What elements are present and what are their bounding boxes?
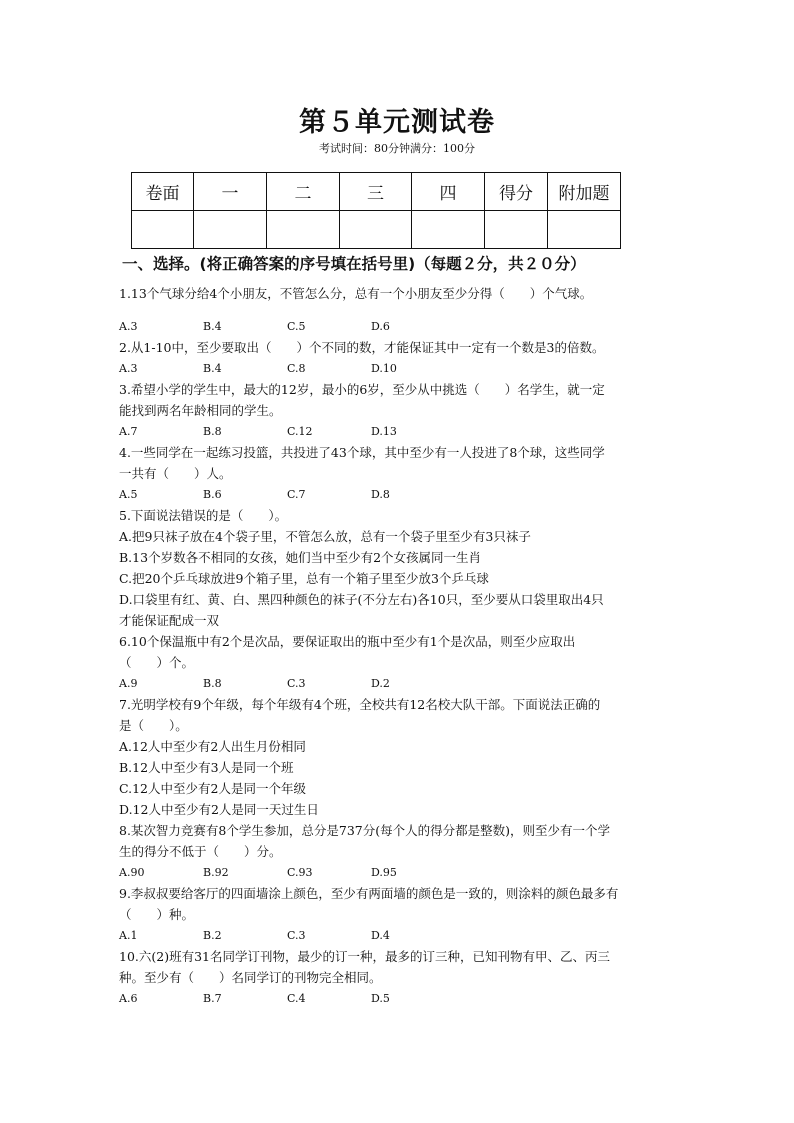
question-text: 4.一些同学在一起练习投篮，共投进了43个球，其中至少有一人投进了8个球，这些同学 (119, 445, 605, 460)
question-text-line: （ ）个。 (119, 655, 195, 670)
score-value-cell (485, 211, 548, 249)
question-text-line: C.12人中至少有2人是同一个年级 (119, 781, 306, 796)
question-text-line: D.口袋里有红、黄、白、黑四种颜色的袜子(不分左右)各10只，至少要从口袋里取出4只 (119, 592, 604, 607)
answer-option: A.9 (119, 677, 138, 690)
score-header-cell: 四 (412, 173, 485, 211)
question-text-line: 能找到两名年龄相同的学生。 (119, 403, 282, 418)
question-text-line: A.12人中至少有2人出生月份相同 (119, 739, 306, 754)
score-table (131, 172, 621, 249)
answer-option: D.6 (371, 320, 390, 333)
question-item (119, 442, 679, 505)
answer-option: B.8 (203, 425, 222, 438)
question-text-line: A.把9只袜子放在4个袋子里，不管怎么放，总有一个袋子里至少有3只袜子 (119, 529, 531, 544)
answer-option: B.2 (203, 929, 222, 942)
answer-option: C.93 (287, 866, 313, 879)
score-value-cell (340, 211, 412, 249)
score-header-cell: 得分 (485, 173, 548, 211)
question-item (119, 820, 679, 883)
question-text: 5.下面说法错误的是（ ）。 (119, 508, 288, 523)
score-table-value-row (132, 211, 621, 249)
answer-option: D.10 (371, 362, 397, 375)
spacer (119, 304, 679, 316)
answer-option: C.3 (287, 929, 306, 942)
question-text: 9.李叔叔要给客厅的四面墙涂上颜色，至少有两面墙的颜色是一致的，则涂料的颜色最多有 (119, 886, 619, 901)
question-list (119, 283, 679, 1009)
score-value-cell (194, 211, 267, 249)
answer-option: A.5 (119, 488, 138, 501)
question-text-line: D.12人中至少有2人是同一天过生日 (119, 802, 319, 817)
answer-options (119, 484, 679, 505)
answer-option: B.4 (203, 320, 222, 333)
answer-option: C.8 (287, 362, 306, 375)
answer-option: A.1 (119, 929, 138, 942)
question-item (119, 631, 679, 694)
question-item (119, 883, 679, 946)
question-text: 7.光明学校有9个年级，每个年级有4个班，全校共有12名校大队干部。下面说法正确的 (119, 697, 601, 712)
answer-option: C.3 (287, 677, 306, 690)
answer-option: D.8 (371, 488, 390, 501)
question-text-line: B.13个岁数各不相同的女孩，她们当中至少有2个女孩属同一生肖 (119, 550, 482, 565)
question-text-line: 种。至少有（ ）名同学订的刊物完全相同。 (119, 970, 382, 985)
score-value-cell (412, 211, 485, 249)
score-header-cell: 附加题 (548, 173, 621, 211)
answer-options (119, 673, 679, 694)
answer-option: C.12 (287, 425, 313, 438)
score-header-cell: 卷面 (132, 173, 194, 211)
answer-options (119, 421, 679, 442)
question-text: 3.希望小学的学生中，最大的12岁，最小的6岁，至少从中挑选（ ）名学生，就一定 (119, 382, 605, 397)
question-text-line: 生的得分不低于（ ）分。 (119, 844, 282, 859)
score-value-cell (548, 211, 621, 249)
question-item (119, 946, 679, 1009)
answer-option: C.7 (287, 488, 306, 501)
question-text: 1.13个气球分给4个小朋友，不管怎么分，总有一个小朋友至少分得（ ）个气球。 (119, 286, 593, 301)
answer-option: D.95 (371, 866, 397, 879)
question-text-line: 才能保证配成一双 (119, 613, 220, 628)
answer-option: B.4 (203, 362, 222, 375)
score-value-cell (267, 211, 340, 249)
answer-option: B.92 (203, 866, 229, 879)
answer-options (119, 316, 679, 337)
question-item (119, 337, 679, 379)
question-item (119, 283, 679, 337)
answer-option: C.5 (287, 320, 306, 333)
answer-option: B.7 (203, 992, 222, 1005)
score-header-cell: 二 (267, 173, 340, 211)
score-value-cell (132, 211, 194, 249)
answer-option: A.90 (119, 866, 145, 879)
score-header-cell: 三 (340, 173, 412, 211)
question-text-line: C.把20个乒乓球放进9个箱子里，总有一个箱子里至少放3个乒乓球 (119, 571, 489, 586)
question-item (119, 694, 679, 820)
page-title: 第５单元测试卷 (299, 107, 495, 138)
score-table-header-row (132, 173, 621, 211)
question-text-line: （ ）种。 (119, 907, 195, 922)
section-heading: 一、选择。(将正确答案的序号填在括号里)（每题２分，共２０分） (122, 255, 586, 273)
answer-options (119, 862, 679, 883)
answer-options (119, 988, 679, 1009)
answer-option: D.13 (371, 425, 397, 438)
answer-options (119, 358, 679, 379)
answer-options (119, 925, 679, 946)
question-text: 6.10个保温瓶中有2个是次品，要保证取出的瓶中至少有1个是次品，则至少应取出 (119, 634, 576, 649)
exam-info: 考试时间：80分钟满分：100分 (319, 142, 475, 155)
answer-option: D.2 (371, 677, 390, 690)
question-text: 8.某次智力竞赛有8个学生参加，总分是737分(每个人的得分都是整数)，则至少有一个学 (119, 823, 610, 838)
question-text-line: B.12人中至少有3人是同一个班 (119, 760, 294, 775)
answer-option: B.6 (203, 488, 222, 501)
answer-option: A.7 (119, 425, 138, 438)
answer-option: C.4 (287, 992, 306, 1005)
answer-option: A.3 (119, 320, 138, 333)
answer-option: B.8 (203, 677, 222, 690)
question-item (119, 505, 679, 631)
question-text: 10.六(2)班有31名同学订刊物，最少的订一种，最多的订三种，已知刊物有甲、乙、丙三 (119, 949, 610, 964)
question-text-line: 是（ ）。 (119, 718, 188, 733)
answer-option: D.4 (371, 929, 390, 942)
score-header-cell: 一 (194, 173, 267, 211)
answer-option: A.3 (119, 362, 138, 375)
answer-option: D.5 (371, 992, 390, 1005)
answer-option: A.6 (119, 992, 138, 1005)
question-text: 2.从1-10中，至少要取出（ ）个不同的数，才能保证其中一定有一个数是3的倍数。 (119, 340, 605, 355)
question-item (119, 379, 679, 442)
question-text-line: 一共有（ ）人。 (119, 466, 232, 481)
